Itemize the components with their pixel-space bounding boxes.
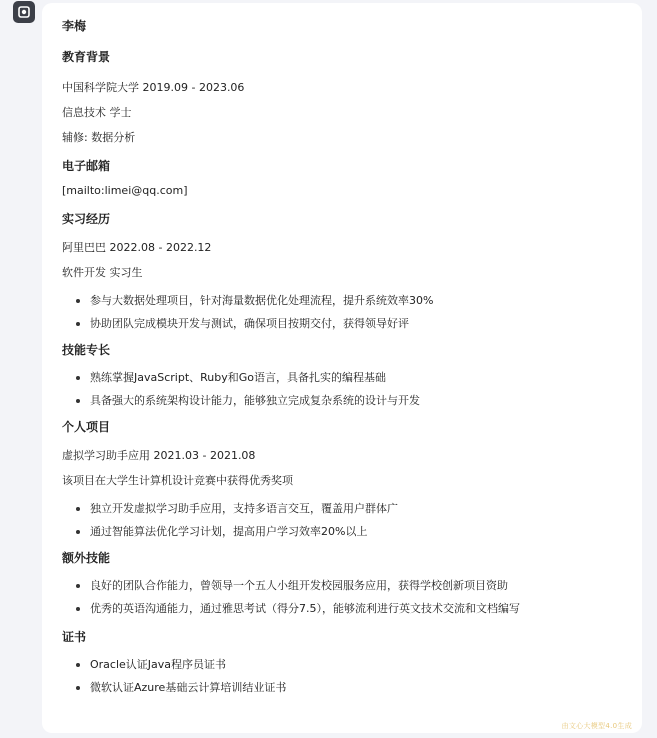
list-item: 协助团队完成模块开发与测试，确保项目按期交付，获得领导好评: [90, 315, 622, 333]
projects-section: [62, 418, 622, 541]
list-item: Oracle认证Java程序员证书: [90, 656, 622, 674]
list-item: 熟练掌握JavaScript、Ruby和Go语言，具备扎实的编程基础: [90, 369, 622, 387]
skills-section: [62, 341, 622, 410]
education-section: [62, 48, 622, 147]
email-title: 电子邮箱: [62, 159, 111, 173]
internship-bullets: [62, 292, 622, 333]
internship-role: 软件开发 实习生: [62, 266, 143, 279]
extra-skills-bullets: [62, 577, 622, 618]
internship-title: 实习经历: [62, 212, 111, 226]
list-item: 参与大数据处理项目，针对海量数据优化处理流程，提升系统效率30%: [90, 292, 622, 310]
email-section: [62, 157, 622, 200]
extra-skills-section: [62, 549, 622, 618]
list-item: 通过智能算法优化学习计划，提高用户学习效率20%以上: [90, 523, 622, 541]
certificates-bullets: [62, 656, 622, 697]
list-item: 具备强大的系统架构设计能力，能够独立完成复杂系统的设计与开发: [90, 392, 622, 410]
app-logo-icon: [13, 1, 35, 23]
list-item: 独立开发虚拟学习助手应用，支持多语言交互，覆盖用户群体广: [90, 500, 622, 518]
resume-name: 李梅: [62, 19, 87, 33]
education-degree: 信息技术 学士: [62, 106, 132, 119]
email-value[interactable]: [mailto:limei@qq.com]: [62, 184, 188, 197]
education-minor: 辅修: 数据分析: [62, 131, 136, 144]
extra-skills-title: 额外技能: [62, 551, 111, 565]
projects-title: 个人项目: [62, 420, 111, 434]
education-school: 中国科学院大学 2019.09 - 2023.06: [62, 81, 245, 94]
skills-title: 技能专长: [62, 343, 111, 357]
certificates-section: [62, 628, 622, 697]
list-item: 优秀的英语沟通能力，通过雅思考试（得分7.5），能够流利进行英文技术交流和文档编写: [90, 600, 622, 618]
project-name: 虚拟学习助手应用 2021.03 - 2021.08: [62, 449, 256, 462]
education-title: 教育背景: [62, 50, 111, 64]
ai-generated-watermark: 由文心大模型4.0生成: [561, 722, 632, 730]
internship-section: [62, 210, 622, 333]
skills-bullets: [62, 369, 622, 410]
certificates-title: 证书: [62, 630, 87, 644]
internship-company: 阿里巴巴 2022.08 - 2022.12: [62, 241, 212, 254]
list-item: 良好的团队合作能力，曾领导一个五人小组开发校园服务应用，获得学校创新项目资助: [90, 577, 622, 595]
list-item: 微软认证Azure基础云计算培训结业证书: [90, 679, 622, 697]
project-description: 该项目在大学生计算机设计竞赛中获得优秀奖项: [62, 474, 293, 487]
resume-card: [42, 3, 642, 733]
projects-bullets: [62, 500, 622, 541]
